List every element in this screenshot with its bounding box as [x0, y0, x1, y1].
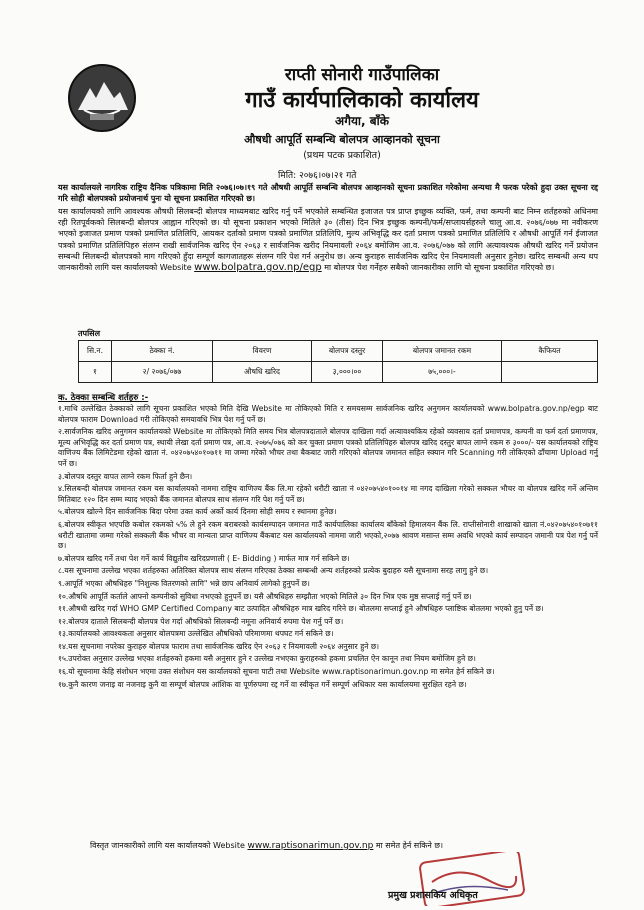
table-label: तपसिल — [78, 329, 101, 338]
intro-body-text: यस कार्यालयको लागि आवश्यक औषधी सिलबन्दी बोलपत्र माध्यमबाट खरिद गर्नु पर्ने भएकोले सम्बन्धित इजाजत पत्र प्राप्त इच्छुक व्यक्ति, फर्म, तथा कम्पनी बाट निम्न शर्तहरुको अधिनमा रही रितपूर्वकको सिलबन्दी बोलपत्र आह्वान गरिएको छ। यो सूचना प्रकाशन भएको मितिले ३० (तीस) दिन भित्र इच्छुक कम्पनी/फर्म/सप्लायर्सहरुले चालु आ.व. २०७६/०७७ मा नवीकरण भएको इजाजत प्रमाण पत्रको प्रमाणित प्रतिलिपि, आयकर दर्ताको प्रमाण पत्रको प्रमाणित प्रतिलिपि, मुल्य अभिवृद्धि कर दर्ता प्रमाण पत्रको प्रमाणित प्रतिलिपि र औषधी आपूर्ति गर्न ईजाजत पत्रको प्रमाणित प्रतिलिपिहरु संलग्न राखी सार्वजनिक खरिद ऐन २०६३ र सार्वजनिक खरीद नियमावली २०६४ बमोजिम आ.व. २०७६/०७७ को लागि अत्यावश्यक औषधी खरिद गर्ने प्रयोजन सम्बन्धी सिलबन्दी बोलपत्रको माग गरिएको हुँदा सम्पूर्ण कागजातहरू संलग्न गरि पेश गर्न अनुरोध छ। अन्य कुराहरु सार्वजनिक खरिद ऐन नियमावली अनुसार हुनेछ। खरिद सम्बन्धी अन्य थप जानकारीको लागि यस कार्यालयको Website — [58, 207, 598, 273]
municipality-name: राप्ती सोनारी गाउँपालिका — [284, 65, 440, 85]
intro-lead: यस कार्यालयले नागरिक राष्ट्रिय दैनिक पत्रिकामा मिति २०७६।०७।१९ गते औषधी आपूर्ति सम्बन्धि बोलपत्र आव्हानको सूचना प्रकाशित गरेकोमा अन्यथा मै फरक परेको हुदा उक्त सूचना रद्द गरि सोही बोलपत्रको प्रयोजनार्थ पुनः यो सूचना प्रकाशित गरिएको छ। — [58, 183, 598, 204]
condition-item: २.सार्वजनिक खरिद अनुगमन कार्यालयको Website मा तोकिएको मिति समय भित्र बोलपत्रदाताले बोलपत्र दाखिला गर्दा अत्यावश्यकिय रहेको व्यवसाय दर्ता प्रमाणपत्र, कम्पनी वा फर्म दर्ता प्रमाणपत्र, मूल्य अभिवृद्धि कर दर्ता प्रमाण पत्र, स्थायी लेखा दर्ता प्रमाण पत्र, आ.व. २०७५/०७६ को कर चुक्ता प्रमाण पत्रको प्रतिलिपिहरु बोलपत्र खरिद दस्तुर बापत लाग्ने रकम रु ३०००/- यस कार्यालयको राष्ट्रिय वाणिज्य बैंक लिमिटेडमा रहेको खाता नं. ०४२०७५४०१०७११ मा जम्मा गरेको भौचर तथा बैकबाट जारी गरिएको बोलपत्र जमानत सहित स्क्यान गरि Scanning गरी तोकिएको ढाँचामा Upload गर्नु पर्ने छ। — [58, 427, 598, 468]
table-cell: ७५,०००।- — [383, 362, 502, 383]
footer-text-tail: मा समेत हेर्न सकिने छ। — [375, 841, 444, 850]
table-header-row — [79, 341, 598, 362]
condition-item: १.माथि उल्लेखित ठेक्काको लागि सूचना प्रकाशित भएको मिति देखि Website मा तोकिएको मिति र समयसम्म सार्वजनिक खरिद अनुगमन कार्यालयको www.bolpatra.gov.np/egp बाट बोलपत्र फाराम Download गरी तोकिएको समयावधि भित्र पेश गर्नु पर्ने छ। — [58, 404, 598, 424]
condition-item: १७.कुनै कारण जनाइ वा नजनाइ कुनै वा सम्पूर्ण बोलपत्र आंशिक वा पूर्णरुपमा रद्द गर्ने वा स्वीकृत गर्ने सम्पूर्ण अधिकार यस कार्यालयमा सुरक्षित रहने छ। — [58, 679, 467, 689]
condition-item: ६.बोलपत्र स्वीकृत भएपछि कबोल रकमको ५% ले हुने रकम बराबरको कार्यसम्पादन जमानत गाउँ कार्यपालिका कार्यालय बाँकेको हिमालयन बैंक लि. राप्तीसोनारी शाखाको खाता नं.०४२०७५४०१०७११ धरौटी खातामा जम्मा गरेको सक्कली बैंक भौचर वा मान्यता प्राप्त वाणिज्य बैंकबाट यस कार्यालयको नाममा जारी भएको,२०७७ श्रावण मसान्त सम्म अवधि भएको कार्य सम्पादन जमानी पत्र पेश गर्नु पर्ने छ। — [58, 519, 598, 551]
publication-note: (प्रथम पटक प्रकाशित) — [303, 150, 381, 161]
table-header-cell: कैफियत — [502, 341, 598, 362]
table-header-cell: बोलपत्र दस्तुर — [312, 341, 383, 362]
table-cell: १ — [79, 362, 112, 383]
condition-item: ४.सिलबन्दी बोलपत्र जमानत रकम यस कार्यालयको नाममा राष्ट्रिय वाणिज्य बैंक लि.मा रहेको धरौटी खाता नं ०४२०७५४०१००१४ मा नगद दाखिला गरेको सक्कल भौचर वा बोलपत्र खरिद गर्ने अन्तिम मितिबाट १२० दिन सम्म म्याद भएको बैंक जमानत बोलपत्र साथ संलग्न गरि पेश गर्नु पर्ने छ। — [58, 484, 598, 504]
notice-date: मिति: २०७६।०७।२१ गते — [278, 171, 357, 181]
condition-item: ११.औषधी खरिद गर्दा WHO GMP Certified Company बाट उत्पादित औषधिहरु मात्र खरिद गरिने छ। बोतलमा सप्लाई हुने औषधिहरु प्लाष्टिक बोतलमा भएको हुनु पर्ने छ। — [58, 604, 544, 614]
intro-body-tail: मा बोलपत्र पेश गर्नेहरु सबैको जानकारीका लागि यो सूचना प्रकाशित गरिएको छ। — [324, 263, 555, 273]
conditions-list — [58, 404, 598, 692]
condition-item: ८.यस सूचनामा उल्लेख भएका शर्तहरुका अतिरिक्त बोलपत्र साथ संलग्न गरिएका ठेक्का सम्बन्धी अन्य शर्तहरुको प्रत्येक बुदाहरु यसै सूचनामा सरह लागु हुने छ। — [58, 566, 489, 576]
table-cell: २/ २०७६/०७७ — [112, 362, 213, 383]
footer-text: विस्तृत जानकारीको लागि यस कार्यालयको Website — [90, 841, 245, 850]
signature-title: प्रमुख प्रशासकिय अधिकृत — [388, 890, 478, 901]
table-cell — [502, 362, 598, 383]
contract-table — [78, 340, 598, 383]
table-header-cell: सि.न. — [79, 341, 112, 362]
condition-item: १६.यो सूचनामा केहि संशोधन भएमा उक्त संशोधन यस कार्यालयको सूचना पाटी तथा Website www.raptisonarimun.gov.np मा समेत हेर्न सकिने छ। — [58, 667, 495, 677]
table-header-cell: विवरण — [213, 341, 312, 362]
condition-item: १५.उपरोक्त अनुसार उल्लेख भएका शर्तहरुको हकमा यसै अनुसार हुने र उल्लेख नभएका कुराहरुको हकमा प्रचलित ऐन कानून तथा नियम बमोजिम हुने छ। — [58, 654, 476, 664]
bolpatra-link[interactable]: www.bolpatra.gov.np/egp — [194, 262, 322, 274]
condition-item: ७.बोलपत्र खरिद गर्ने तथा पेश गर्ने कार्य विद्युतीय खरिदप्रणाली ( E- Bidding ) मार्फत मात्र गर्न सकिने छ। — [58, 553, 350, 563]
table-header-cell: बोलपत्र जमानत रकम — [383, 341, 502, 362]
condition-item: १४.यस सूचनामा नपरेका कुराहरु बोलपत्र फाराम तथा सार्वजनिक खरिद ऐन २०६३ र नियमावली २०६४ अनुसार हुने छ। — [58, 641, 380, 651]
office-name: गाउँ कार्यपालिकाको कार्यालय — [245, 88, 479, 113]
conditions-label: क. ठेक्का सम्बन्धि शर्तहरु :- — [58, 393, 149, 403]
table-row — [79, 362, 598, 383]
table-cell: ३,०००।०० — [312, 362, 383, 383]
office-location: अगैया, बाँके — [335, 114, 389, 128]
condition-item: ९.आपूर्ति भएका औषधिहरु "निशुल्क वितरणको लागि" भन्ने छाप अनिवार्य लागेको हुनुपर्ने छ। — [58, 578, 310, 588]
intro-body — [58, 206, 598, 273]
municipality-website-link[interactable]: www.raptisonarimun.gov.np — [247, 841, 374, 851]
condition-item: ३.बोलपत्र दस्तुर वापत लाग्ने रकम फिर्ता हुने छैन। — [58, 471, 193, 481]
notice-title: औषधी आपूर्ति सम्बन्धि बोलपत्र आव्हानको सूचना — [244, 133, 440, 146]
condition-item: १२.बोलपत्र दाताले सिलबन्दी बोलपत्र पेश गर्दा औषधिको सिलबन्दी नमूना अनिवार्य रुपमा पेश गर्नु पर्ने छ। — [58, 616, 344, 626]
condition-item: ५.बोलपत्र खोल्ने दिन सार्वजनिक बिदा परेमा उक्त कार्य अर्को कार्य दिनमा सोही समय र स्थानमा हुनेछ। — [58, 507, 337, 517]
condition-item: १०.औषधि आपूर्ति कर्ताले आफ्नो कम्पनीको सुविधा नभएको हुनुपर्ने छ। यसै औषधिहरु सम्झौता भएको मितिले ३० दिन भित्र एक मुष्ठ सप्लाई गर्नु पर्ने छ। — [58, 591, 472, 601]
condition-item: १३.कार्यालयको आवश्यकता अनुसार बोलपत्रमा उल्लेखित औषधिको परिमाणमा थपघट गर्न सकिने छ। — [58, 629, 334, 639]
footer-note — [90, 840, 443, 851]
table-cell: औषधि खरिद — [213, 362, 312, 383]
table-header-cell: ठेक्का नं. — [112, 341, 213, 362]
